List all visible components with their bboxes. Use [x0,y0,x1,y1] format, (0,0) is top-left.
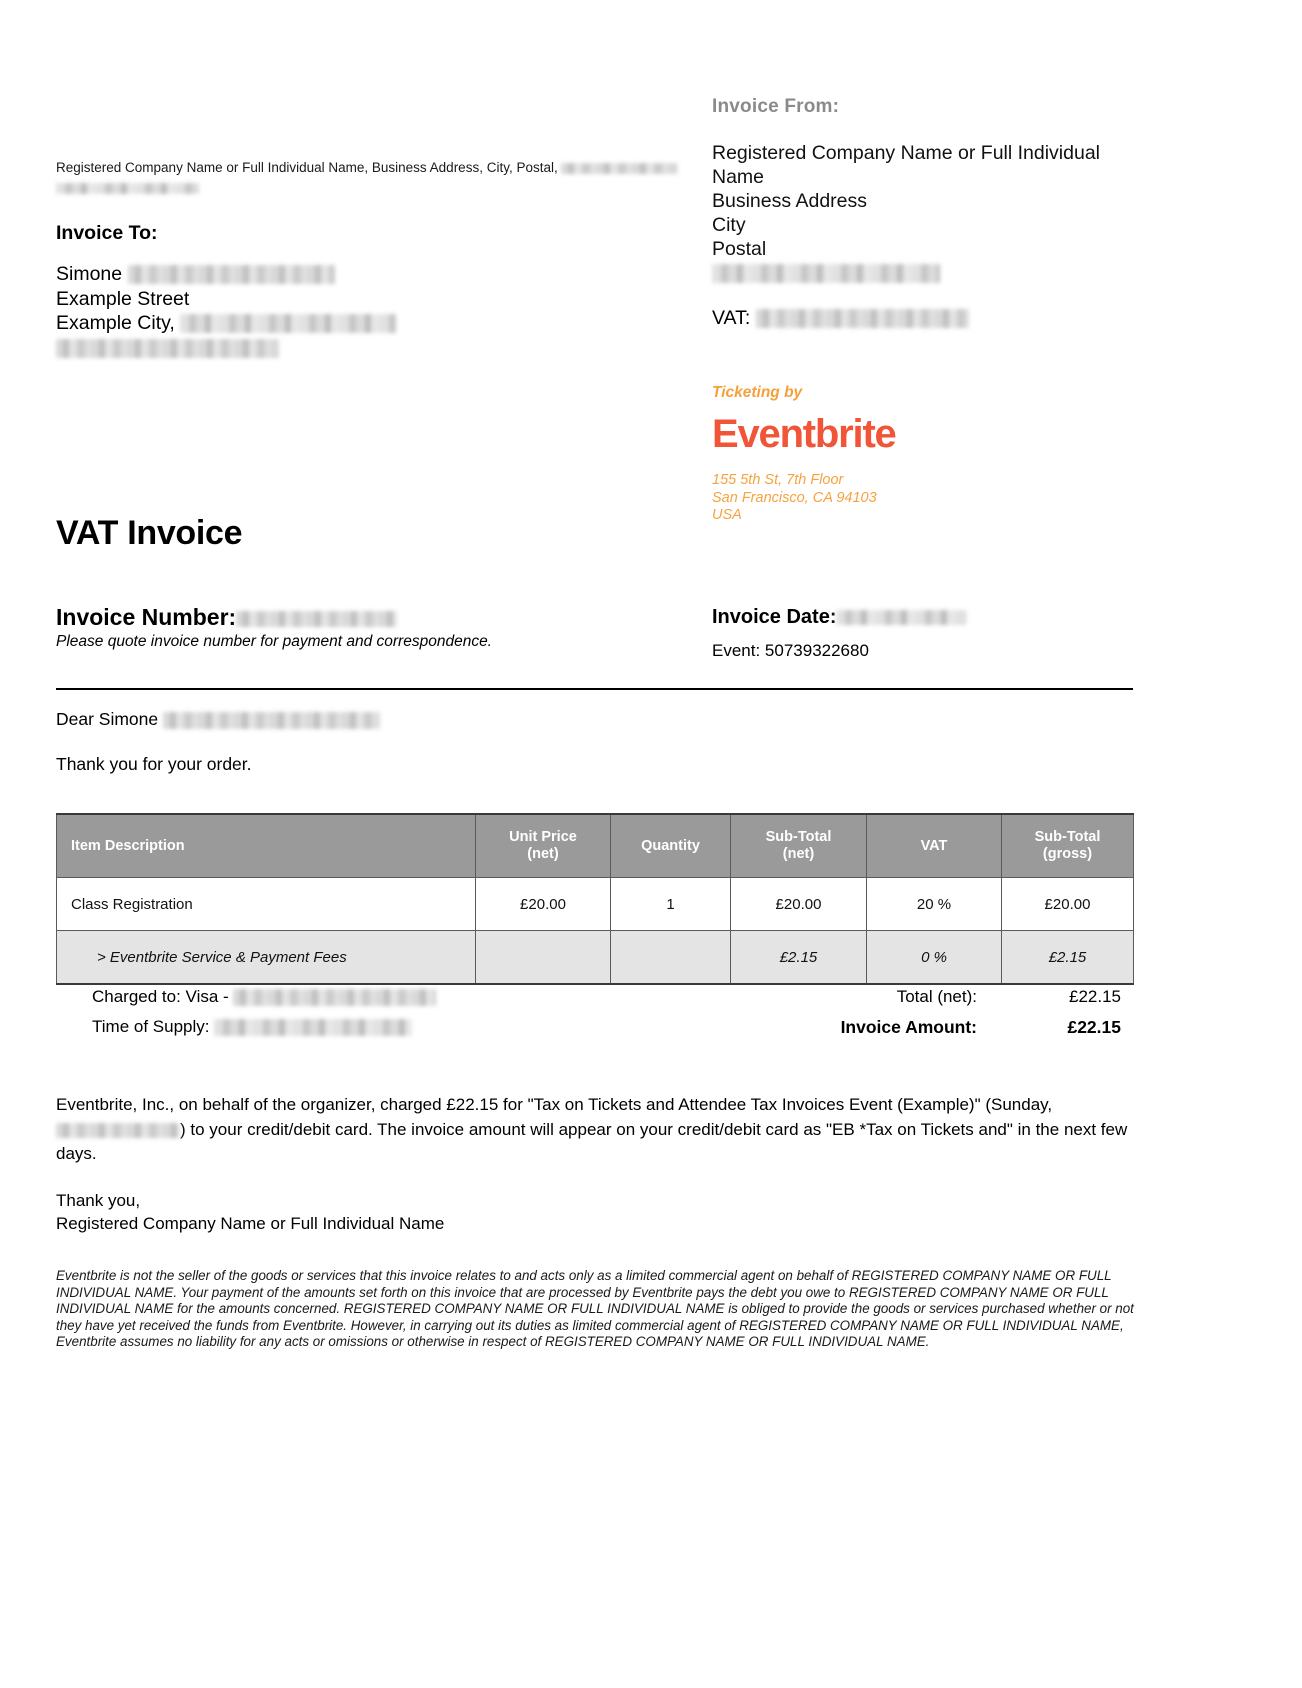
redacted-invoice-number [236,611,397,627]
closing-block [56,1189,444,1235]
header-item-description-text: Item Description [71,837,185,854]
row-subtotal-net: £20.00 [731,878,867,931]
redacted-from-line [712,264,940,283]
invoice-from-vat-row [712,307,1132,330]
row-quantity [611,931,731,985]
invoice-to-city-row [56,311,396,336]
header-unit-price [476,814,611,878]
redacted-greeting-name [163,712,380,729]
eventbrite-logo: Eventbrite [712,412,896,456]
header-subtotal-gross [1002,814,1134,878]
totals-block [700,982,1133,1042]
invoice-date-row [712,606,966,629]
redacted-card-number [233,989,436,1006]
seller-summary-line [56,158,696,196]
invoice-amount-value: £22.15 [1067,1017,1121,1037]
row-vat: 0 % [867,931,1002,985]
invoice-to-extra-row [56,336,396,361]
header-subtotal-net [731,814,867,878]
total-net-row [700,982,1133,1012]
charged-to-label: Charged to: Visa - [92,987,229,1006]
row-subtotal-gross: £20.00 [1002,878,1134,931]
invoice-from-block [712,96,1132,330]
closing-thank-you: Thank you, [56,1191,141,1210]
charge-description-paragraph [56,1093,1136,1167]
thanks-for-order: Thank you for your order. [56,754,252,774]
invoice-to-name-row [56,262,396,287]
redacted-recipient-city [180,314,396,333]
row-description: Class Registration [57,878,476,931]
vat-label: VAT: [712,307,751,329]
invoice-items-table [56,813,1134,985]
total-net-value: £22.15 [1069,987,1121,1006]
invoice-to-name: Simone [56,263,123,285]
invoice-from-redacted-row [712,261,1132,285]
invoice-from-line-5: Postal [712,238,767,260]
invoice-to-address [56,262,396,360]
legal-disclaimer: Eventbrite is not the seller of the goods or services that this invoice relates to and acts only as a limited commercial agent on behalf of REGISTERED COMPANY NAME OR FULL INDIVIDUAL NAME. Your payment of the amounts set forth on this invoice that are processed by Eventbrite pays the debt you owe to REGISTERED COMPANY NAME OR FULL INDIVIDUAL NAME for the amounts concerned. REGISTERED COMPANY NAME OR FULL INDIVIDUAL NAME is obliged to provide the goods or services purchased whether or not they have yet received the funds from Eventbrite. However, in carrying out its duties as limited commercial agent of REGISTERED COMPANY NAME OR FULL INDIVIDUAL NAME, Eventbrite assumes no liability for any acts or omissions or otherwise in respect of REGISTERED COMPANY NAME OR FULL INDIVIDUAL NAME. [56,1268,1134,1350]
invoice-from-line-2: Name [712,166,765,188]
header-quantity-text: Quantity [641,837,700,854]
invoice-number-label: Invoice Number: [56,604,237,630]
redacted-seller-tail [561,163,677,174]
header-subtotal-net-text: Sub-Total [765,829,832,845]
invoice-from-label: Invoice From: [712,96,840,117]
row-unit-price: £20.00 [476,878,611,931]
charge-paragraph-part-2: ) to your credit/debit card. The invoice amount will appear on your credit/debit card as "EB *Tax on Tickets and" in the [180,1119,1060,1139]
row-vat: 20 % [867,878,1002,931]
table-row [57,878,1134,931]
invoice-amount-label: Invoice Amount: [840,1017,977,1037]
charged-to-row [92,982,436,1012]
greeting-text: Dear Simone [56,709,159,729]
header-item-description [57,814,476,878]
header-quantity [611,814,731,878]
header-unit-price-sub: (net) [527,846,559,862]
ticketing-by-label: Ticketing by [712,384,803,401]
header-vat-text: VAT [920,837,948,854]
seller-summary-text: Registered Company Name or Full Individual Name, Business Address, City, Postal, [56,160,558,175]
redacted-recipient-extra [56,339,279,358]
table-row [57,931,1134,985]
invoice-from-line-1: Registered Company Name or Full Individual [712,142,1101,164]
charge-paragraph-part-3: next few days. [56,1119,1128,1163]
row-unit-price [476,931,611,985]
invoice-to-street: Example Street [56,287,190,310]
redacted-time-of-supply [214,1019,412,1036]
eventbrite-address-line-1: 155 5th St, 7th Floor [712,472,844,488]
redacted-invoice-date [836,610,966,625]
header-subtotal-gross-sub: (gross) [1042,846,1093,862]
eventbrite-address-line-3: USA [712,507,742,523]
table-header-row [57,814,1134,878]
header-subtotal-net-sub: (net) [782,846,815,862]
redacted-vat-number [756,309,969,328]
invoice-to-city: Example City, [56,312,175,334]
header-subtotal-gross-text: Sub-Total [1034,829,1101,845]
invoice-amount-row [700,1012,1133,1042]
greeting-line [56,709,380,730]
header-unit-price-text: Unit Price [509,829,577,845]
payment-details [92,982,436,1042]
invoice-from-line-4: City [712,214,746,236]
time-of-supply-label: Time of Supply: [92,1017,210,1036]
invoice-from-line-3: Business Address [712,190,868,212]
invoice-to-label: Invoice To: [56,222,158,244]
redacted-seller-line2 [56,183,199,194]
redacted-recipient-name [128,265,335,284]
invoice-from-address [712,141,1132,285]
eventbrite-branding [712,384,896,525]
row-subtotal-gross: £2.15 [1002,931,1134,985]
row-subtotal-net: £2.15 [731,931,867,985]
invoice-quote-note: Please quote invoice number for payment and correspondence. [56,633,492,650]
section-divider [56,688,1133,690]
invoice-date-label: Invoice Date: [712,606,837,628]
header-vat [867,814,1002,878]
total-net-label: Total (net): [896,987,977,1006]
charge-paragraph-part-1: Eventbrite, Inc., on behalf of the organizer, charged £22.15 for "Tax on Tickets and Attendee Tax Invoices Event (Example)" (Sunday, [56,1095,1053,1114]
page-title: VAT Invoice [56,514,243,552]
eventbrite-address [712,472,896,525]
eventbrite-address-line-2: San Francisco, CA 94103 [712,489,877,506]
time-of-supply-row [92,1012,436,1042]
invoice-number-row [56,604,397,631]
row-description: > Eventbrite Service & Payment Fees [57,931,476,985]
row-quantity: 1 [611,878,731,931]
redacted-event-date [56,1123,180,1138]
closing-company: Registered Company Name or Full Individual Name [56,1214,445,1233]
event-id-line: Event: 50739322680 [712,641,869,660]
